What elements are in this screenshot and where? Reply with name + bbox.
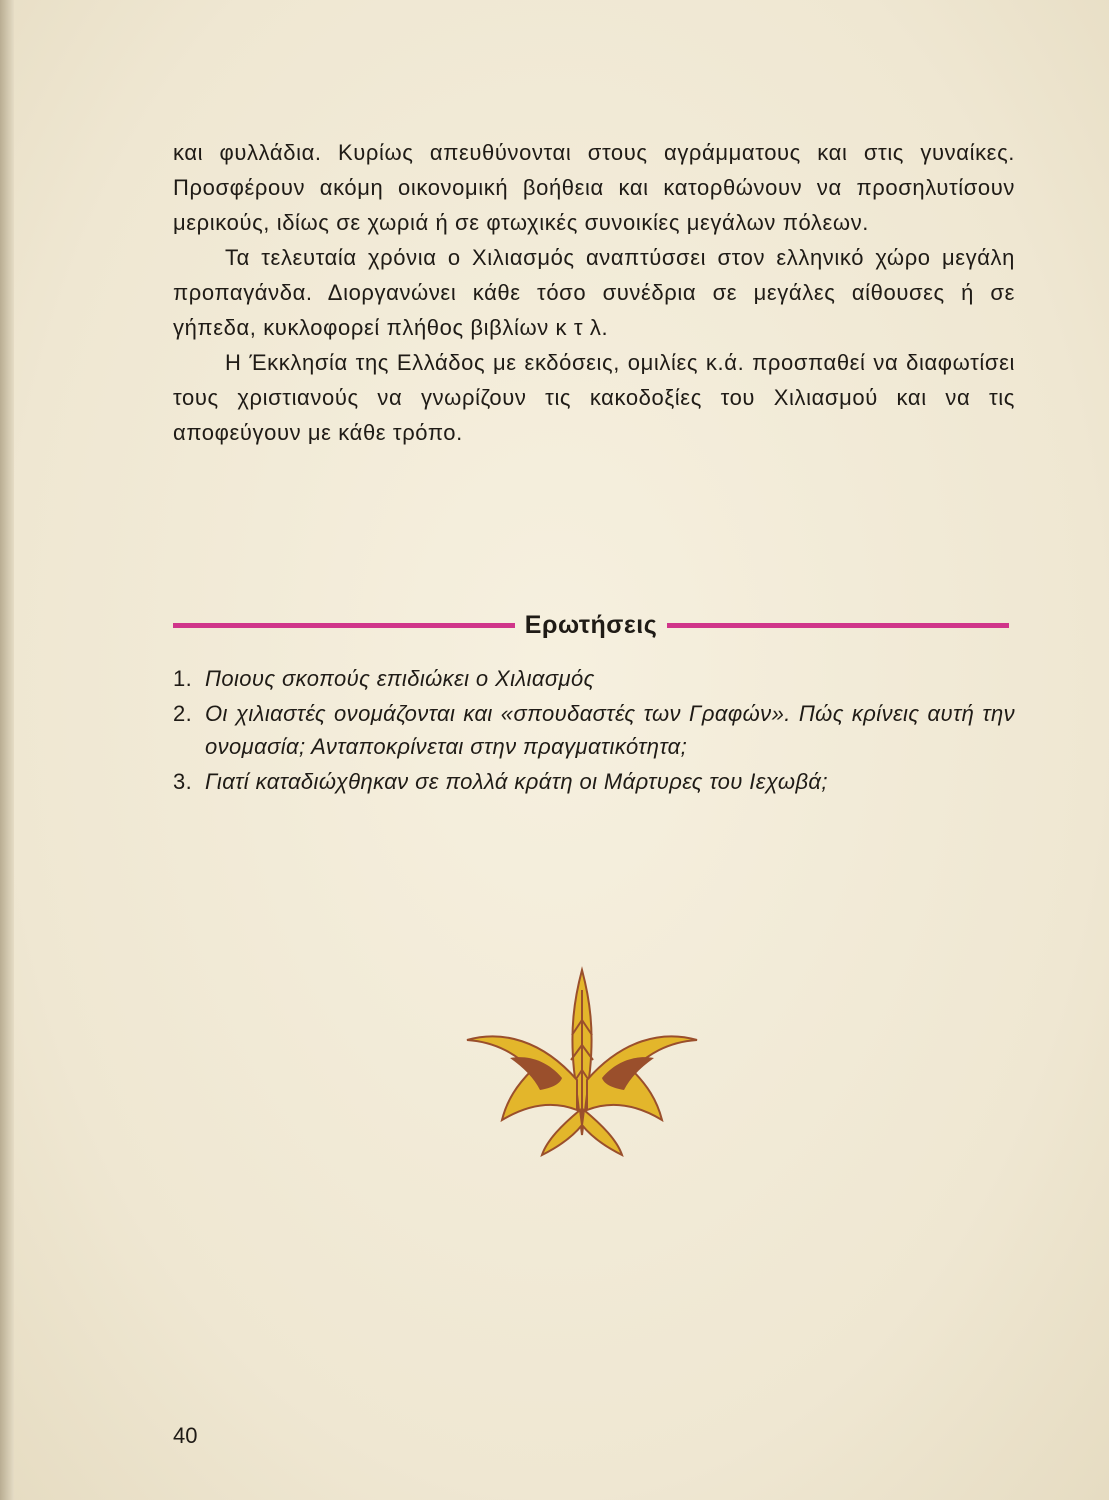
section-rule-left — [173, 623, 515, 628]
section-title: Ερωτήσεις — [524, 610, 658, 639]
question-number: 2. — [173, 701, 193, 726]
question-number: 3. — [173, 769, 193, 794]
question-number: 1. — [173, 666, 193, 691]
question-text: Οι χιλιαστές ονομάζονται και «σπουδαστές των Γραφών». Πώς κρίνεις αυτή την ονομασία; Ανταποκρίνεται στην πραγματικότητα; — [205, 701, 1015, 759]
question-text: Ποιους σκοπούς επιδιώκει ο Χιλιασμός — [205, 666, 595, 691]
page-spine-shadow — [0, 0, 14, 1500]
wheat-ornament-icon — [462, 960, 702, 1160]
question-item — [173, 697, 1015, 763]
question-text: Γιατί καταδιώχθηκαν σε πολλά κράτη οι Μάρτυρες του Ιεχωβά; — [205, 769, 828, 794]
questions-list — [173, 662, 1015, 800]
page-number: 40 — [173, 1423, 198, 1448]
paragraph-3: Η Έκκλησία της Ελλάδος με εκδόσεις, ομιλίες κ.ά. προσπαθεί να διαφωτίσει τους χριστιανούς να γνωρίζουν τις κακοδοξίες του Χιλιασμού και να τις αποφεύγουν με κάθε τρόπο. — [173, 350, 1015, 445]
question-item — [173, 662, 1015, 695]
paragraph-2: Τα τελευταία χρόνια ο Χιλιασμός αναπτύσσει στον ελληνικό χώρο μεγάλη προπαγάνδα. Διοργανώνει κάθε τόσο συνέδρια σε μεγάλες αίθουσες ή σε γήπεδα, κυκλοφορεί πλήθος βιβλίων κ τ λ. — [173, 245, 1015, 340]
question-item — [173, 765, 1015, 798]
body-text — [173, 135, 1015, 450]
paragraph-1: και φυλλάδια. Κυρίως απευθύνονται στους αγράμματους και στις γυναίκες. Προσφέρουν ακόμη οικονομική βοήθεια και κατορθώνουν να προσηλυτίσουν μερικούς, ιδίως σε χωριά ή σε φτωχικές συνοικίες μεγάλων πόλεων. — [173, 140, 1015, 235]
section-rule-right — [667, 623, 1009, 628]
section-header — [173, 605, 1009, 645]
